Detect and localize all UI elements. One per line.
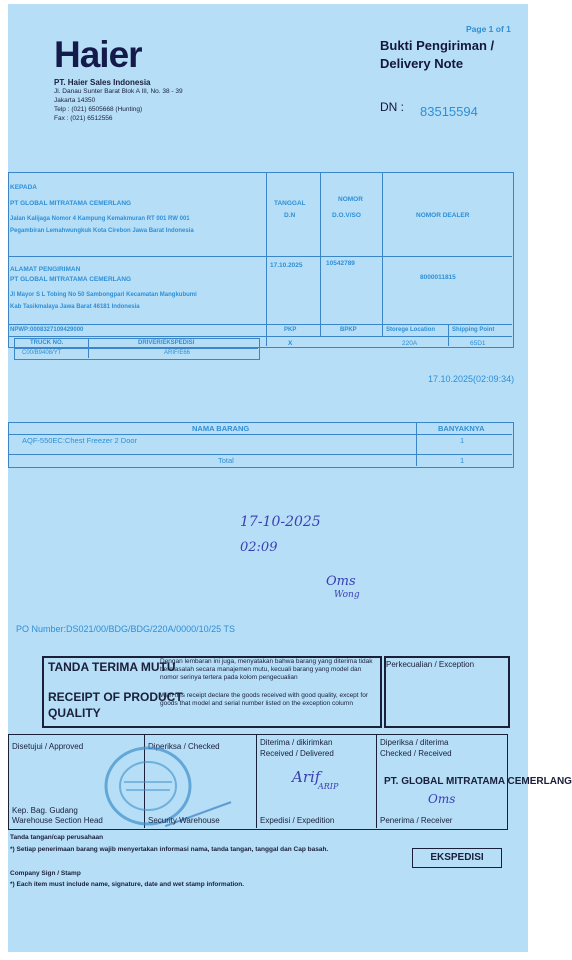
driver-name: ARIF/E66	[164, 350, 191, 356]
tanda-terima-text: Dengan lembaran ini juga, menyatakan bahwa barang yang diterima tidak bermasalah secara manajemen mutu, kecuali barang yang model dan nomor serinya tertera pada kolom pengecualian	[160, 658, 373, 681]
dn-label: DN :	[380, 100, 404, 114]
alamat-label: ALAMAT PENGIRIMAN	[10, 266, 81, 273]
expedition-signature: Arif	[292, 768, 321, 786]
delivered-header-2: Received / Delivered	[260, 749, 334, 758]
dn-number: 83515594	[420, 104, 478, 119]
expedition-name: ARIP	[318, 782, 339, 791]
do-header: D.O.V/SO	[332, 212, 361, 219]
ship-address-1: Jl Mayor S L Tobing No 50 Sambongpari Kecamatan Mangkubumi	[10, 292, 197, 298]
item-qty-header: BANYAKNYA	[438, 424, 485, 433]
handwritten-name: Wong	[334, 590, 360, 600]
security-label: Security Warehouse	[148, 816, 220, 825]
receipt-text: With this receipt declare the goods received with good quality, except for goods that model and serial number listed on the exception column	[160, 692, 368, 707]
nomor-header: NOMOR	[338, 196, 363, 203]
ship-address-2: Kab Tasikmalaya Jawa Barat 46181 Indonesia	[10, 304, 140, 310]
company-telp: Telp : (021) 6505668 (Hunting)	[54, 106, 143, 113]
pkp-header: PKP	[284, 327, 297, 333]
doc-title-2: Delivery Note	[380, 56, 464, 71]
storage-location: 220A	[402, 340, 418, 347]
po-number: PO Number:DS021/00/BDG/BDG/220A/0000/10/25 TS	[16, 624, 235, 634]
customer-address-2: Pegambiran Lemahwungkuk Kota Cirebon Jawa Barat Indonesia	[10, 228, 194, 234]
total-qty: 1	[460, 456, 465, 465]
company-address-2: Jakarta 14350	[54, 97, 96, 104]
exception-label: Perkecualian / Exception	[386, 660, 475, 669]
kepada-label: KEPADA	[10, 184, 37, 191]
footer-note-en: *) Each item must include name, signature, date and wet stamp information.	[10, 881, 245, 888]
customer-address-1: Jalan Kalijaga Nomor 4 Kampung Kemakmuran RT 001 RW 001	[10, 216, 190, 222]
shipping-header: Shipping Point	[452, 327, 495, 333]
received-header-2: Checked / Received	[380, 749, 452, 758]
footer-note-id: *) Setiap penerimaan barang wajib menyertakan informasi nama, tanda tangan, tanggal dan Cap basah.	[10, 846, 329, 853]
approved-header: Disetujui / Approved	[12, 742, 84, 751]
receiver-signature: Oms	[428, 792, 456, 806]
pkp-mark: X	[288, 340, 293, 347]
tanggal-header: TANGGAL	[274, 200, 306, 207]
receiver-label: Penerima / Receiver	[380, 816, 453, 825]
driver-header: DRIVER/EKSPEDISI	[138, 340, 195, 346]
info-table	[8, 172, 514, 348]
delivery-note-page	[8, 4, 572, 952]
company-address-1: Jl. Danau Sunter Barat Blok A III, No. 38 - 39	[54, 88, 183, 95]
storage-header: Storege Location	[386, 327, 436, 333]
warehouse-head-label-1: Kep. Bag. Gudang	[12, 806, 78, 815]
dn-header: D.N	[284, 212, 296, 219]
npwp: NPWP:0008327109429000	[10, 327, 84, 333]
expedition-label: Expedisi / Expedition	[260, 816, 335, 825]
handwritten-time: 02:09	[240, 540, 278, 555]
footer-sign-id: Tanda tangan/cap perusahaan	[10, 834, 104, 841]
print-timestamp: 17.10.2025(02:09:34)	[428, 374, 515, 384]
receiver-stamp: PT. GLOBAL MITRATAMA CEMERLANG	[384, 776, 572, 787]
shipping-point: 65D1	[470, 340, 486, 347]
item-row-name: AQF-550EC:Chest Freezer 2 Door	[22, 436, 138, 445]
footer-sign-en: Company Sign / Stamp	[10, 870, 81, 877]
ship-name: PT GLOBAL MITRATAMA CEMERLANG	[10, 276, 132, 283]
haier-logo: Haier	[54, 34, 142, 75]
receipt-title-1: RECEIPT OF PRODUCT	[48, 690, 183, 704]
total-label: Total	[218, 456, 234, 465]
page-number: Page 1 of 1	[466, 24, 511, 34]
received-header-1: Diperiksa / diterima	[380, 738, 449, 747]
handwritten-signature: Oms	[326, 574, 356, 589]
dn-date: 17.10.2025	[270, 262, 303, 269]
doc-title-1: Bukti Pengiriman /	[380, 38, 495, 53]
receipt-title-2: QUALITY	[48, 706, 101, 720]
company-fax: Fax : (021) 6512556	[54, 115, 113, 122]
ekspedisi-badge: EKSPEDISI	[412, 848, 502, 868]
checked-header: Diperiksa / Checked	[148, 742, 220, 751]
do-number: 10542789	[326, 260, 355, 267]
truck-number: C00/B9408/YT	[22, 350, 62, 356]
tanda-terima-title: TANDA TERIMA MUTU	[48, 660, 176, 674]
item-row-qty: 1	[460, 436, 465, 445]
delivered-header-1: Diterima / dikirimkan	[260, 738, 333, 747]
company-name: PT. Haier Sales Indonesia	[54, 78, 151, 87]
warehouse-head-label-2: Warehouse Section Head	[12, 816, 103, 825]
item-name-header: NAMA BARANG	[192, 424, 250, 433]
handwritten-date: 17-10-2025	[240, 514, 321, 530]
truck-header: TRUCK NO.	[30, 340, 64, 346]
dealer-number: 8000011815	[420, 274, 456, 281]
customer-name: PT GLOBAL MITRATAMA CEMERLANG	[10, 200, 132, 207]
bpkp-header: BPKP	[340, 327, 357, 333]
dealer-header: NOMOR DEALER	[416, 212, 470, 219]
